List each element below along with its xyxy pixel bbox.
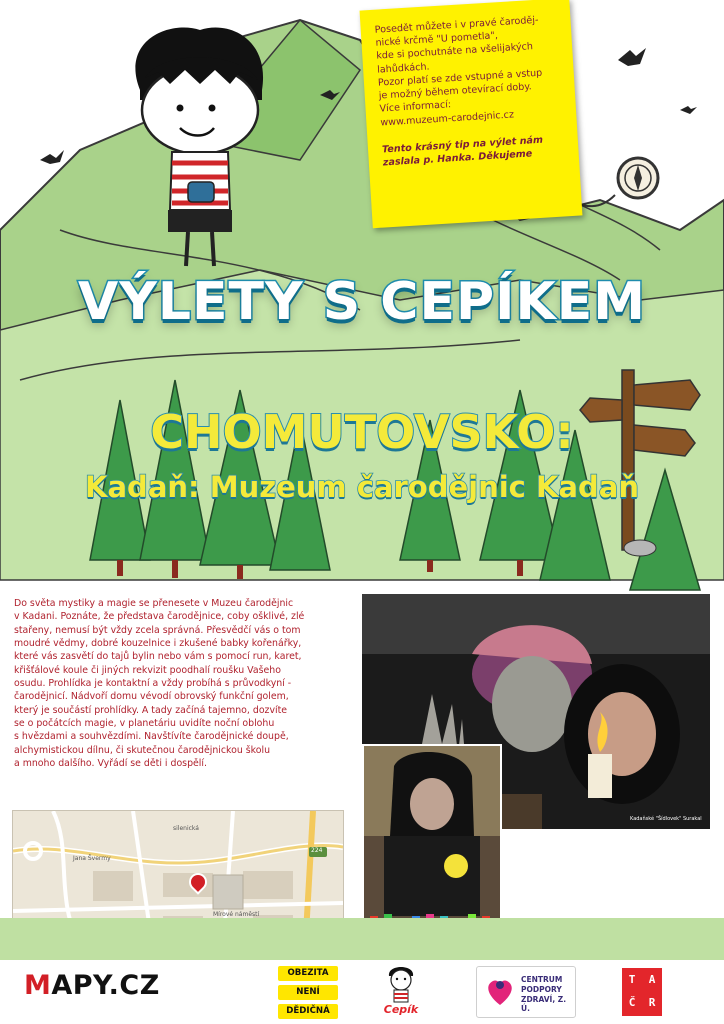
dedicna-label: DĚDIČNÁ	[278, 1004, 338, 1019]
bird-icon	[680, 106, 697, 114]
description-line: čarodějnicí. Nádvoří domu vévodí obrovský funkční golem,	[14, 691, 289, 703]
tacr-logo[interactable]	[622, 968, 662, 1016]
mapy-cz-logo[interactable]	[24, 970, 160, 1001]
sticky-note	[360, 0, 583, 228]
footer-band	[0, 918, 724, 960]
tacr-letter: T	[628, 973, 636, 986]
map-poi-label: silenická	[173, 825, 199, 832]
bird-icon	[40, 150, 64, 164]
tacr-letter: A	[648, 973, 656, 986]
cpz-line: PODPORY	[521, 984, 562, 994]
map-street-label: Jana Švermy	[73, 855, 111, 862]
description-line: moudré vědmy, dobré kouzelnice i zkušené babky kořenářky,	[14, 638, 302, 650]
photo-credit: Kadaňské "Šídlovek" Surakal	[630, 816, 702, 822]
description-line: alchymistickou dílnu, či skutečnou čarodějnickou školu	[14, 744, 271, 756]
compass-icon	[570, 158, 658, 206]
description-line: a mnoho dalšího. Vyřádí se děti i dospělí.	[14, 758, 207, 770]
neni-label: NENÍ	[278, 985, 338, 1000]
description-line: se o počátcích magie, v planetáriu uvidíte noční oblohu	[14, 718, 275, 730]
description-line: stařeny, nemusí být vždy zcela správná. Přesvědčí vás o tom	[14, 624, 301, 636]
region-title: CHOMUTOVSKO:	[150, 405, 574, 459]
description-line: s hvězdami a souhvězdími. Navštívíte čarodějnické doupě,	[14, 731, 289, 743]
tacr-letter: Č	[628, 996, 636, 1009]
description-line: osudu. Prohlídka je kontaktní a vždy probíhá s průvodkyní -	[14, 678, 292, 690]
sticky-note-text: Posedět můžete i v pravé čaroděj- nické krčmě "U pometla", kde si pochutnáte na všelijakých lahůdkách. Pozor platí se zde vstupné a vstup je možný během otevírací doby. Více informací: www.muzeum-carodejnic.cz	[374, 14, 543, 129]
sticky-note-thanks: Tento krásný tip na výlet nám zaslala p. Hanka. Děkujeme	[381, 134, 544, 169]
description-line: křišťálové koule či jiných rekvizit poodhalí roušku Vašeho	[14, 664, 281, 676]
mapy-logo-m: M	[24, 970, 52, 1001]
cpz-line: CENTRUM	[521, 975, 563, 984]
description-line: které vás zasvětí do tajů bylin nebo vám s pomocí run, karet,	[14, 651, 302, 663]
cpz-text	[521, 975, 575, 1014]
description-text	[14, 597, 354, 770]
description-line: Do světa mystiky a magie se přenesete v Muzeu čarodějnic	[14, 598, 294, 609]
road-number: 224	[311, 847, 323, 854]
bird-icon	[618, 48, 646, 66]
mapy-logo-rest: APY.CZ	[51, 970, 160, 1001]
tacr-letter: R	[648, 996, 656, 1009]
description-line: v Kadani. Poznáte, že představa čarodějnice, coby ošklivé, zlé	[14, 611, 305, 623]
centrum-podpory-zdravi-logo[interactable]	[476, 966, 576, 1018]
cpz-heart-icon	[483, 975, 517, 1009]
cpz-line: ZDRAVÍ, Z. Ú.	[521, 994, 567, 1014]
place-subtitle: Kadaň: Muzeum čarodějnic Kadaň	[85, 470, 639, 504]
page-title: VÝLETY S CEPÍKEM	[77, 272, 647, 332]
obezita-label: OBEZITA	[278, 966, 338, 981]
cepik-logo-text: Cepík	[383, 1003, 419, 1016]
map-square-label: Mírové náměstí	[213, 911, 260, 918]
description-line: který je součástí prohlídky. A tady začíná tajemno, dozvíte	[14, 704, 288, 716]
